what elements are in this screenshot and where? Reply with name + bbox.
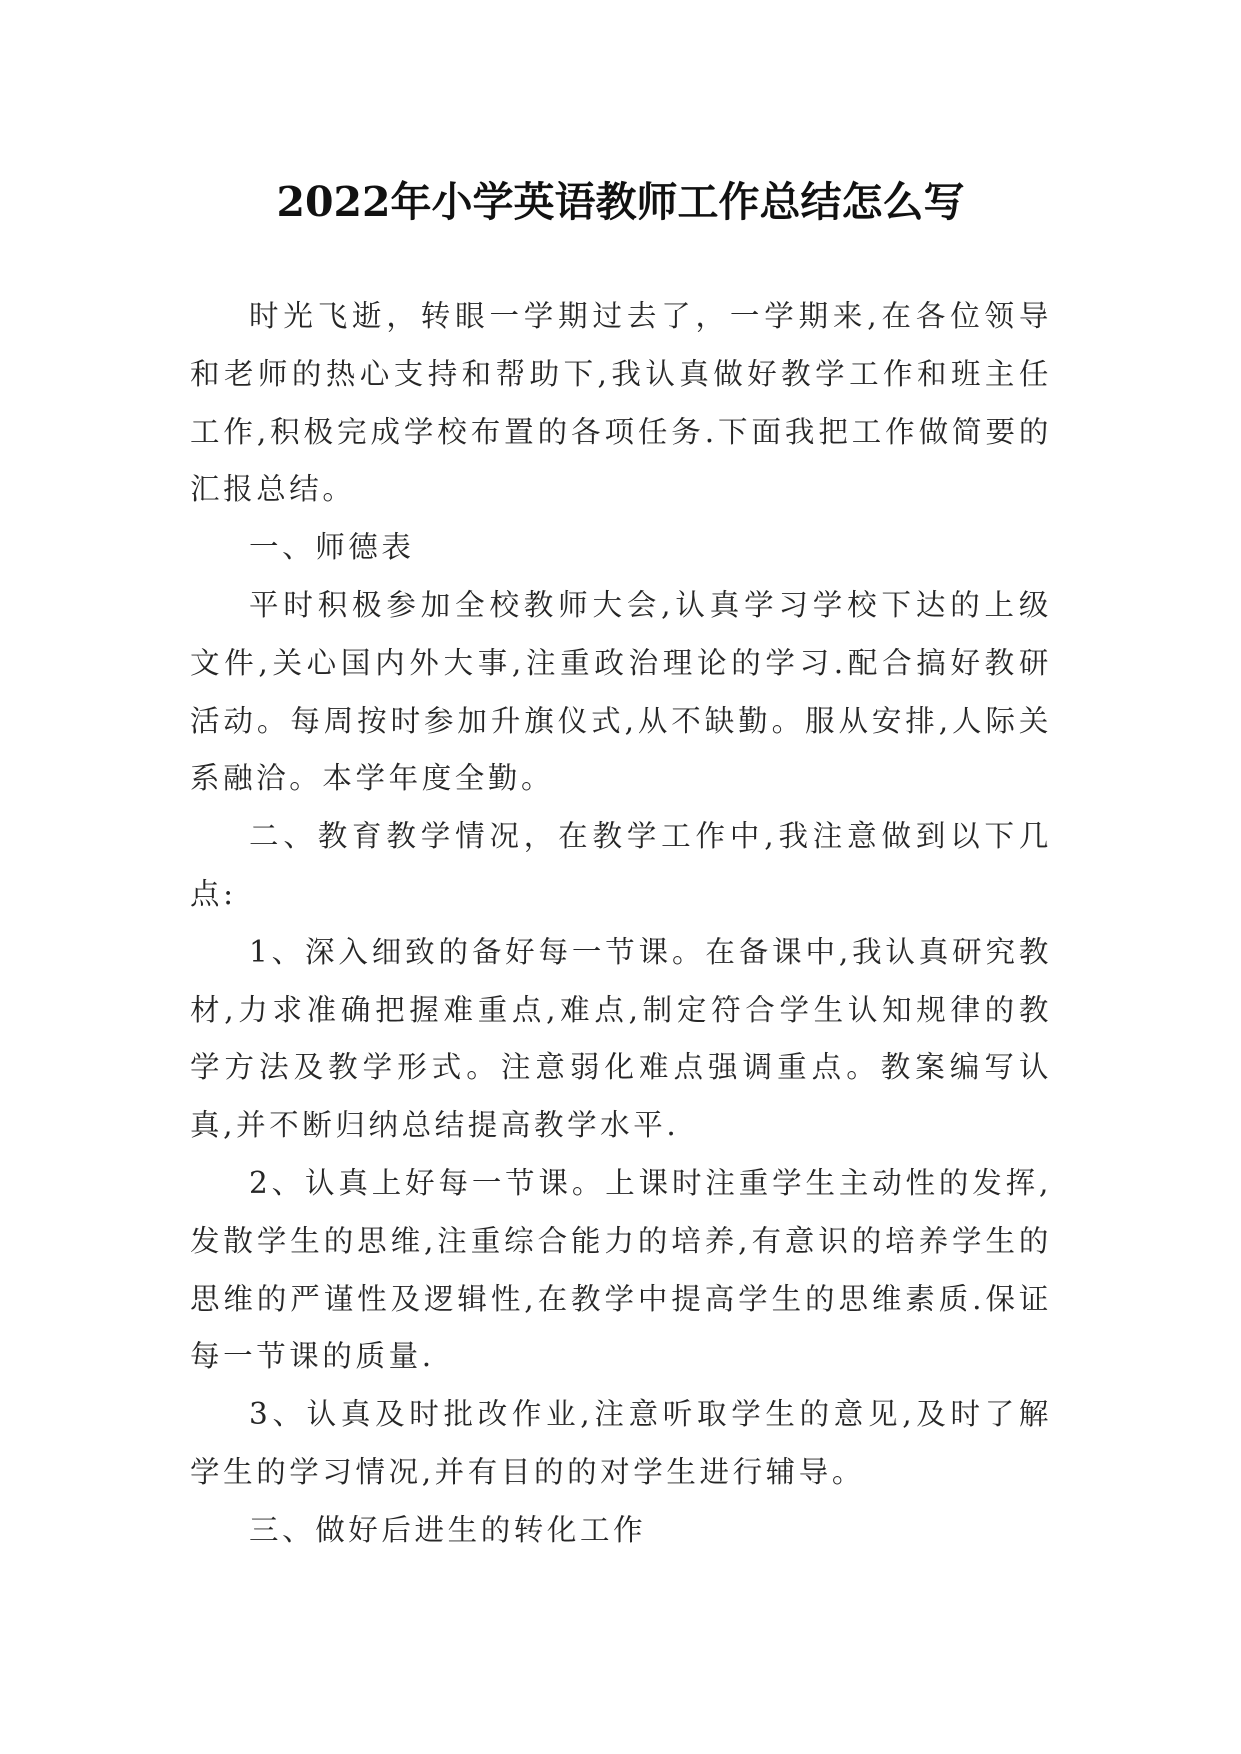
list-item-3: 3、认真及时批改作业,注意听取学生的意见,及时了解学生的学习情况,并有目的的对学生进行辅导。 [190, 1397, 1052, 1489]
document-title: 2022年小学英语教师工作总结怎么写 [276, 178, 965, 227]
list-item-2: 2、认真上好每一节课。上课时注重学生主动性的发挥,发散学生的思维,注重综合能力的培养,有意识的培养学生的思维的严谨性及逻辑性,在教学中提高学生的思维素质.保证每一节课的质量. [190, 1165, 1052, 1374]
paragraph-ethics: 平时积极参加全校教师大会,认真学习学校下达的上级文件,关心国内外大事,注重政治理论的学习.配合搞好教研活动。每周按时参加升旗仪式,从不缺勤。服从安排,人际关系融洽。本学年度全勤。 [190, 587, 1052, 796]
paragraph-intro: 时光飞逝，转眼一学期过去了，一学期来,在各位领导和老师的热心支持和帮助下,我认真做好教学工作和班主任工作,积极完成学校布置的各项任务.下面我把工作做简要的汇报总结。 [190, 299, 1052, 507]
list-item-1: 1、深入细致的备好每一节课。在备课中,我认真研究教材,力求准确把握难重点,难点,制定符合学生认知规律的教学方法及教学形式。注意弱化难点强调重点。教案编写认真,并不断归纳总结提高教学水平. [190, 934, 1052, 1143]
section-heading-2: 二、教育教学情况，在教学工作中,我注意做到以下几点: [190, 819, 1052, 911]
section-heading-3: 三、做好后进生的转化工作 [249, 1512, 647, 1547]
document-body [190, 288, 1052, 1560]
section-heading-1: 一、师德表 [249, 530, 415, 565]
